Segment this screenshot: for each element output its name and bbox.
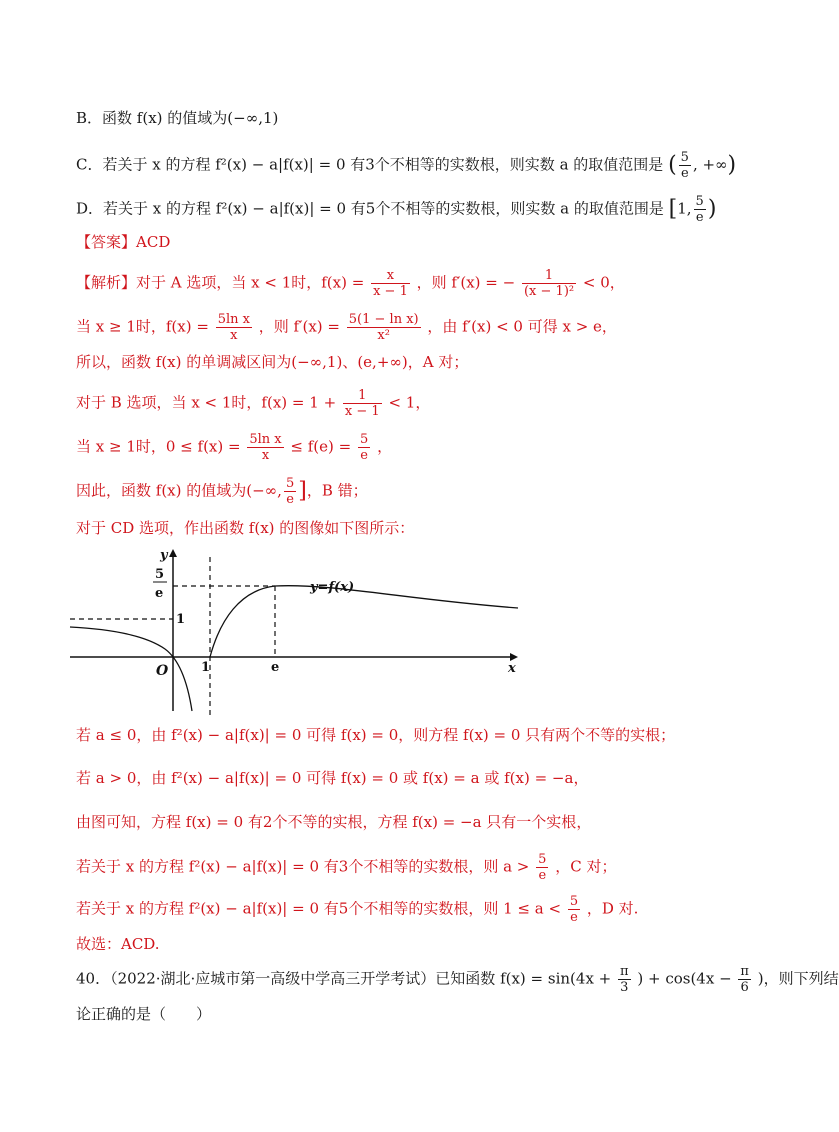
analysis-label: 【解析】 bbox=[76, 273, 137, 292]
after-a5-fn: 5 bbox=[569, 894, 579, 909]
analysis-l1-c: < 0， bbox=[582, 273, 625, 292]
analysis-l6-b: (−∞, bbox=[246, 481, 282, 500]
analysis-l2-fn: 5ln x bbox=[217, 312, 250, 327]
analysis-l4-b: < 1， bbox=[388, 393, 431, 412]
after-line-6 bbox=[76, 934, 160, 954]
option-c-frac bbox=[679, 150, 691, 181]
analysis-l5-c: ， bbox=[377, 437, 393, 456]
analysis-l1-b: ，则 f′(x) = − bbox=[416, 273, 516, 292]
analysis-line-2 bbox=[76, 312, 617, 343]
q40-gd: 6 bbox=[740, 980, 749, 995]
analysis-line-6 bbox=[76, 476, 368, 507]
analysis-l2-c: ，由 f′(x) < 0 可得 x > e， bbox=[427, 317, 617, 336]
curve-label: y=f(x) bbox=[310, 580, 355, 595]
q40-frac-1 bbox=[618, 964, 631, 995]
y-axis-arrow-icon bbox=[169, 549, 177, 557]
after-a1: 若 a ≤ 0，由 f²(x) − a|f(x)| = 0 可得 f(x) = 0，则方程 f(x) = 0 只有两个不等的实根； bbox=[76, 726, 676, 744]
after-a4-fd: e bbox=[538, 868, 547, 883]
option-d-right-paren: ) bbox=[707, 196, 717, 222]
after-a3: 由图可知，方程 f(x) = 0 有2个不等的实根，方程 f(x) = −a 只有一个实根， bbox=[76, 813, 592, 831]
curve-right-branch bbox=[210, 586, 518, 657]
x-axis-label: x bbox=[508, 661, 516, 676]
q40-l1-a: 40．（2022·湖北·应城市第一高级中学高三开学考试）已知函数 f(x) = sin(4x + bbox=[76, 969, 612, 988]
analysis-l5-fn: 5ln x bbox=[249, 432, 282, 447]
analysis-l2-frac-g bbox=[347, 312, 421, 343]
analysis-l2-b: ，则 f′(x) = bbox=[258, 317, 340, 336]
after-line-5 bbox=[76, 894, 638, 925]
option-c-right-paren: ) bbox=[727, 152, 737, 178]
option-c-num: 5 bbox=[680, 150, 689, 165]
origin-label: O bbox=[156, 663, 169, 679]
option-b-text: B．函数 f(x) 的值域为(−∞,1) bbox=[76, 109, 279, 127]
after-a4-frac bbox=[536, 852, 548, 883]
question-40-line-2 bbox=[76, 1004, 211, 1024]
q40-l2: 论正确的是（ ） bbox=[76, 1005, 212, 1023]
option-d-text: D．若关于 x 的方程 f²(x) − a|f(x)| = 0 有5个不相等的实数根，则实数 a 的取值范围是 bbox=[76, 199, 664, 218]
tick-5-label: 5 bbox=[155, 567, 165, 582]
analysis-l2-fd: x bbox=[230, 328, 238, 343]
analysis-l6-d: ，B 错； bbox=[306, 481, 368, 500]
function-graph bbox=[70, 545, 530, 715]
after-a4-b: ，C 对； bbox=[555, 857, 617, 876]
analysis-l2-gn: 5(1 − ln x) bbox=[348, 312, 419, 327]
answer-line bbox=[76, 232, 170, 252]
analysis-line-7 bbox=[76, 518, 414, 538]
after-a6: 故选：ACD. bbox=[76, 935, 160, 953]
analysis-l5-b: ≤ f(e) = bbox=[290, 437, 352, 456]
analysis-l1-gn: 1 bbox=[522, 268, 576, 284]
option-d-frac bbox=[694, 194, 706, 225]
analysis-l1-fn: x bbox=[371, 268, 410, 284]
analysis-line-4 bbox=[76, 388, 430, 419]
q40-gn: π bbox=[740, 964, 749, 979]
option-c-left-paren: ( bbox=[668, 152, 677, 178]
analysis-l1-frac-g bbox=[522, 268, 576, 299]
analysis-l5-fd: x bbox=[261, 448, 270, 463]
analysis-l1-a: 对于 A 选项，当 x < 1时，f(x) = bbox=[136, 273, 365, 292]
analysis-l4-fn: 1 bbox=[343, 388, 382, 404]
analysis-l6-fd: e bbox=[286, 492, 294, 507]
analysis-line-5 bbox=[76, 432, 392, 463]
analysis-line-3 bbox=[76, 352, 468, 372]
tick-e-label: e bbox=[271, 660, 280, 675]
question-40-line-1 bbox=[76, 964, 839, 995]
q40-l1-c: )，则下列结 bbox=[757, 969, 839, 988]
after-line-2 bbox=[76, 768, 588, 788]
after-a5-b: ，D 对. bbox=[586, 899, 639, 918]
analysis-l5-a: 当 x ≥ 1时，0 ≤ f(x) = bbox=[76, 437, 241, 456]
after-line-3 bbox=[76, 812, 591, 832]
analysis-l1-frac-f bbox=[371, 268, 410, 299]
option-d-den: e bbox=[695, 210, 704, 225]
q40-fn: π bbox=[620, 964, 629, 979]
after-a5-frac bbox=[568, 894, 580, 925]
option-d-lead: 1, bbox=[677, 199, 692, 218]
analysis-l2-a: 当 x ≥ 1时，f(x) = bbox=[76, 317, 209, 336]
option-d-num: 5 bbox=[695, 194, 704, 209]
analysis-l6-fn: 5 bbox=[285, 476, 295, 491]
q40-fd: 3 bbox=[620, 980, 629, 995]
option-c-text: C．若关于 x 的方程 f²(x) − a|f(x)| = 0 有3个不相等的实数根，则实数 a 的取值范围是 bbox=[76, 155, 664, 174]
analysis-l6-bracket: ] bbox=[298, 478, 307, 504]
analysis-l6-a: 因此，函数 f(x) 的值域为 bbox=[76, 481, 247, 500]
tick-one-y-label: 1 bbox=[176, 612, 186, 627]
q40-frac-2 bbox=[738, 964, 751, 995]
after-line-4 bbox=[76, 852, 616, 883]
analysis-l5-frac-f bbox=[247, 432, 283, 463]
analysis-l2-gd: x² bbox=[377, 328, 390, 343]
analysis-l4-frac bbox=[343, 388, 382, 419]
tick-e-den-label: e bbox=[155, 586, 164, 601]
analysis-line-1 bbox=[76, 268, 625, 299]
answer-value: ACD bbox=[136, 233, 171, 251]
q40-l1-b: ) + cos(4x − bbox=[637, 969, 732, 988]
analysis-l3: 所以，函数 f(x) 的单调减区间为(−∞,1)、(e,+∞)，A 对； bbox=[76, 353, 469, 371]
after-line-1 bbox=[76, 725, 675, 745]
analysis-l4-a: 对于 B 选项，当 x < 1时，f(x) = 1 + bbox=[76, 393, 337, 412]
tick-one-x-label: 1 bbox=[201, 660, 211, 675]
option-c-rest: , +∞ bbox=[692, 155, 728, 174]
analysis-l5-frac-g bbox=[358, 432, 370, 463]
after-a5-a: 若关于 x 的方程 f²(x) − a|f(x)| = 0 有5个不相等的实数根，则 1 ≤ a < bbox=[76, 899, 562, 918]
option-d-left-bracket: [ bbox=[668, 196, 678, 222]
analysis-l2-frac-f bbox=[216, 312, 252, 343]
after-a5-fd: e bbox=[570, 910, 578, 925]
analysis-l7: 对于 CD 选项，作出函数 f(x) 的图像如下图所示： bbox=[76, 519, 415, 537]
x-axis-arrow-icon bbox=[510, 653, 518, 661]
option-d bbox=[76, 194, 716, 225]
analysis-l4-fd: x − 1 bbox=[344, 404, 380, 419]
option-b bbox=[76, 108, 278, 128]
analysis-l5-gd: e bbox=[360, 448, 368, 463]
option-c-den: e bbox=[680, 166, 689, 181]
after-a2: 若 a > 0，由 f²(x) − a|f(x)| = 0 可得 f(x) = 0 或 f(x) = a 或 f(x) = −a， bbox=[76, 769, 589, 787]
analysis-l1-fd: x − 1 bbox=[373, 284, 408, 299]
answer-label: 【答案】 bbox=[76, 233, 137, 251]
after-a4-a: 若关于 x 的方程 f²(x) − a|f(x)| = 0 有3个不相等的实数根，则 a > bbox=[76, 857, 530, 876]
option-c bbox=[76, 150, 736, 181]
analysis-l6-frac bbox=[284, 476, 296, 507]
analysis-l1-gd: (x − 1)² bbox=[523, 284, 575, 299]
y-axis-label: y bbox=[160, 548, 168, 563]
after-a4-fn: 5 bbox=[538, 852, 547, 867]
analysis-l5-gn: 5 bbox=[360, 432, 369, 447]
